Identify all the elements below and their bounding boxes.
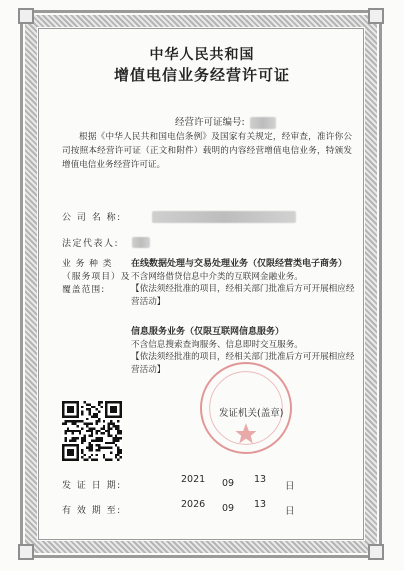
issue-year: 2021	[181, 474, 206, 485]
intro-paragraph: 根据《中华人民共和国电信条例》及国家有关规定，经审查，准许你公司按照本经营许可证（正文和附件）载明的内容经营增值电信业务，特颁发增值电信业务经营许可证。	[62, 132, 352, 170]
business-item-note: 不含网络借贷信息中介类的互联网金融业务。	[131, 271, 303, 282]
license-number	[175, 114, 276, 129]
business-item-title: 信息服务业务（仅限互联网信息服务）	[131, 327, 285, 337]
redacted-license-number	[250, 117, 276, 129]
corner-ornament	[18, 544, 34, 560]
issue-month: 09	[222, 478, 235, 489]
company-label: 公 司 名 称:	[62, 213, 122, 223]
expiry-year: 2026	[181, 499, 206, 510]
corner-ornament	[18, 8, 34, 24]
title-line1: 中华人民共和国	[149, 47, 255, 63]
business-item-title: 在线数据处理与交易处理业务（仅限经营类电子商务）	[131, 259, 348, 269]
business-item-1	[131, 258, 359, 308]
issue-day-unit: 日	[285, 481, 295, 492]
qr-code-icon	[62, 401, 122, 461]
business-item-note: 【依法须经批准的项目，经相关部门批准后方可开展相应经营活动】	[131, 352, 355, 375]
expiry-day-unit: 日	[285, 506, 295, 517]
issue-date-label: 发 证 日 期:	[62, 481, 122, 491]
expiry-month: 09	[222, 503, 235, 514]
expiry-day: 13	[254, 499, 267, 510]
license-number-label: 经营许可证编号:	[175, 117, 245, 128]
business-item-note: 【依法须经批准的项目，经相关部门批准后方可开展相应经营活动】	[131, 284, 355, 307]
corner-ornament	[368, 8, 384, 24]
representative-label: 法定代表人:	[62, 239, 120, 249]
redacted-company-name	[152, 211, 296, 223]
redacted-representative	[132, 237, 150, 248]
business-item-note: 不含信息搜索查询服务、信息即时交互服务。	[131, 339, 303, 350]
business-scope-label: 业 务 种 类（服务项目）及覆盖范围:	[62, 259, 131, 295]
issuer-label: 发证机关(盖章)	[219, 408, 284, 419]
expiry-date-label: 有 效 期 至:	[62, 506, 122, 516]
issue-day: 13	[254, 474, 267, 485]
title-line2: 增值电信业务经营许可证	[113, 66, 290, 84]
corner-ornament	[368, 544, 384, 560]
